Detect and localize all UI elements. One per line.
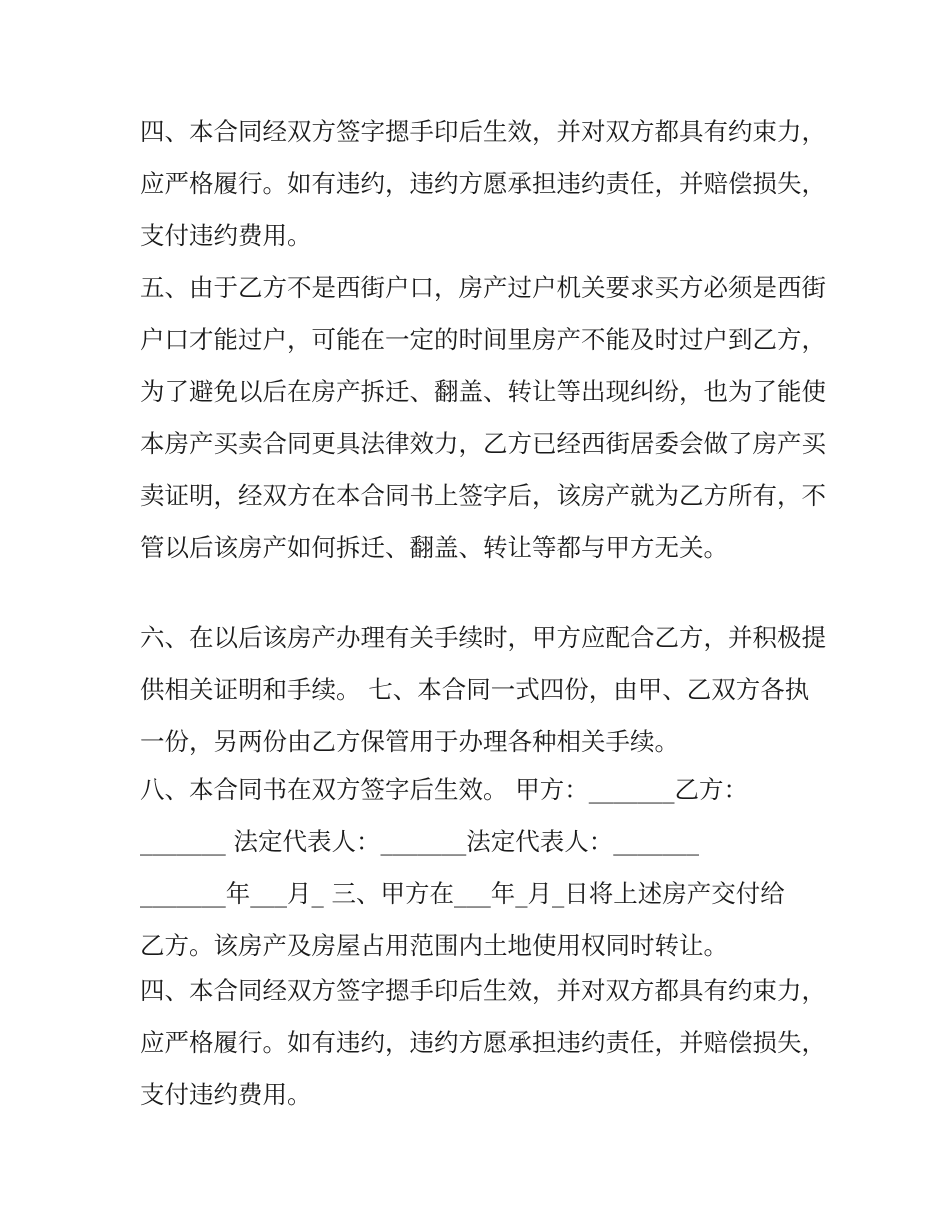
clause-four-effectiveness: 四、本合同经双方签字摁手印后生效，并对双方都具有约束力，应严格履行。如有违约，违约方愿承担违约责任，并赔偿损失，支付违约费用。: [140, 117, 826, 250]
clause-six-seven-procedures: 六、在以后该房产办理有关手续时，甲方应配合乙方，并积极提供相关证明和手续。 七、本合同一式四份，由甲、乙双方各执一份，另两份由乙方保管用于办理各种相关手续。: [140, 623, 826, 756]
clause-four-repeat: 四、本合同经双方签字摁手印后生效，并对双方都具有约束力，应严格履行。如有违约，违约方愿承担违约责任，并赔偿损失，支付违约费用。: [140, 976, 826, 1109]
clause-eight-signatures: 八、本合同书在双方签字后生效。 甲方：_______乙方： _______ 法定代表人：_______法定代表人：_______ _______年___月_ 三、甲方在___年_月_日将上述房产交付给 乙方。该房产及房屋占用范围内土地使用权同时转让。: [140, 775, 785, 960]
clause-five-transfer: 五、由于乙方不是西街户口，房产过户机关要求买方必须是西街户口才能过户，可能在一定的时间里房产不能及时过户到乙方，为了避免以后在房产拆迁、翻盖、转让等出现纠纷，也为了能使本房产买卖合同更具法律效力，乙方已经西街居委会做了房产买卖证明，经双方在本合同书上签字后，该房产就为乙方所有，不管以后该房产如何拆迁、翻盖、转让等都与甲方无关。: [140, 273, 826, 562]
